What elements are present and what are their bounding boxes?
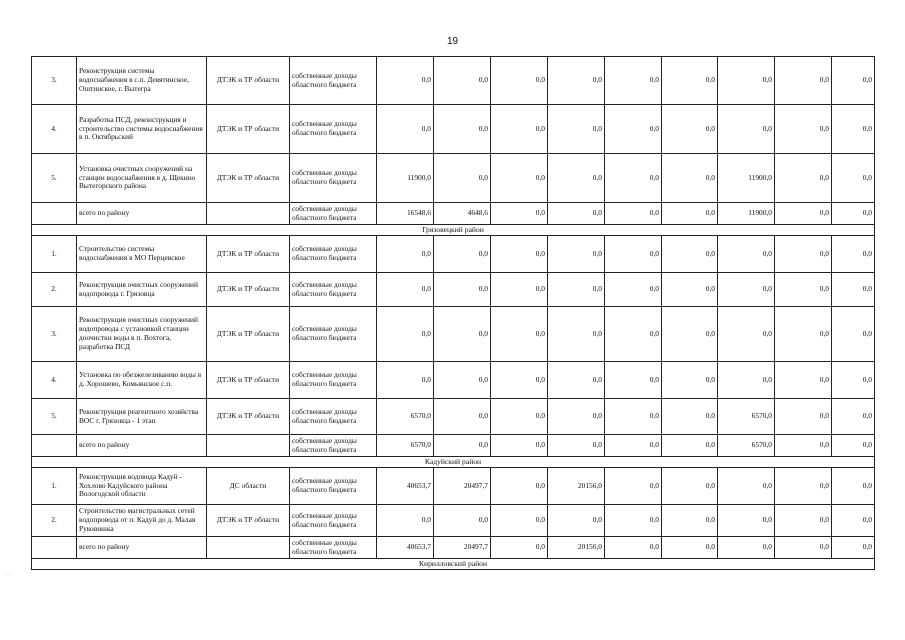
amount-cell: 0,0: [377, 273, 434, 307]
amount-cell: 0,0: [434, 154, 491, 203]
amount-cell: 0,0: [775, 236, 832, 273]
amount-cell: 0,0: [775, 505, 832, 537]
amount-cell: 0,0: [491, 505, 548, 537]
row-number: 5.: [32, 399, 77, 435]
funding-source: собственные доходы областного бюджета: [290, 105, 377, 154]
amount-cell: 0,0: [434, 435, 491, 457]
district-title: Кадуйский район: [32, 457, 875, 468]
amount-cell: 0,0: [434, 362, 491, 399]
row-number: 4.: [32, 362, 77, 399]
amount-cell: 0,0: [605, 399, 662, 435]
amount-cell: 0,0: [434, 105, 491, 154]
amount-cell: 0,0: [434, 236, 491, 273]
row-number: 1.: [32, 236, 77, 273]
amount-cell: 0,0: [832, 203, 875, 225]
project-name: Реконструкция очистных сооружений водопровода г. Грязовца: [77, 273, 207, 307]
project-name: Реконструкция системы водоснабжения в с.п. Девятинское, Оштинское, г. Вытегра: [77, 57, 207, 105]
funding-source: собственные доходы областного бюджета: [290, 203, 377, 225]
amount-cell: 0,0: [491, 57, 548, 105]
amount-cell: 0,0: [662, 537, 718, 559]
amount-cell: 0,0: [832, 105, 875, 154]
page-number: 19: [446, 36, 459, 47]
funding-source: собственные доходы областного бюджета: [290, 273, 377, 307]
amount-cell: 0,0: [491, 468, 548, 505]
amount-cell: 0,0: [718, 505, 775, 537]
project-name: Установка по обезжелезиванию воды в д. Хорошево, Комьянское с.п.: [77, 362, 207, 399]
amount-cell: 6570,0: [377, 399, 434, 435]
amount-cell: 0,0: [491, 105, 548, 154]
project-name: Строительство системы водоснабжения в МО Перцевское: [77, 236, 207, 273]
amount-cell: 0,0: [662, 273, 718, 307]
amount-cell: 0,0: [491, 203, 548, 225]
amount-cell: 0,0: [548, 203, 605, 225]
district-total-row: [32, 537, 875, 559]
funding-source: собственные доходы областного бюджета: [290, 505, 377, 537]
amount-cell: 0,0: [605, 362, 662, 399]
table-row: [32, 505, 875, 537]
amount-cell: 0,0: [548, 236, 605, 273]
responsible-org: ДТЭК и ТР области: [207, 362, 290, 399]
amount-cell: 0,0: [605, 537, 662, 559]
amount-cell: 0,0: [832, 537, 875, 559]
funding-source: собственные доходы областного бюджета: [290, 362, 377, 399]
amount-cell: 0,0: [718, 105, 775, 154]
amount-cell: 0,0: [548, 399, 605, 435]
amount-cell: 0,0: [662, 468, 718, 505]
project-name: Реконструкция реагентного хозяйства ВОС г. Грязовца - 1 этап: [77, 399, 207, 435]
row-number: 3.: [32, 57, 77, 105]
amount-cell: 0,0: [605, 57, 662, 105]
amount-cell: 0,0: [775, 399, 832, 435]
amount-cell: 0,0: [718, 236, 775, 273]
amount-cell: 11900,0: [377, 154, 434, 203]
responsible-org: ДТЭК и ТР области: [207, 273, 290, 307]
amount-cell: 0,0: [605, 505, 662, 537]
amount-cell: 0,0: [605, 435, 662, 457]
amount-cell: 0,0: [662, 203, 718, 225]
amount-cell: 20497,7: [434, 537, 491, 559]
table-row: [32, 468, 875, 505]
table-row: [32, 273, 875, 307]
row-number: [32, 537, 77, 559]
amount-cell: 6570,0: [718, 399, 775, 435]
amount-cell: 0,0: [548, 57, 605, 105]
amount-cell: 0,0: [377, 362, 434, 399]
amount-cell: 0,0: [491, 537, 548, 559]
row-number: 2.: [32, 273, 77, 307]
funding-source: собственные доходы областного бюджета: [290, 57, 377, 105]
amount-cell: 0,0: [605, 154, 662, 203]
project-name: всего по району: [77, 435, 207, 457]
amount-cell: 0,0: [662, 505, 718, 537]
amount-cell: 0,0: [548, 362, 605, 399]
amount-cell: 20156,0: [548, 468, 605, 505]
responsible-org: ДС области: [207, 468, 290, 505]
amount-cell: 0,0: [775, 105, 832, 154]
amount-cell: 0,0: [662, 105, 718, 154]
amount-cell: 0,0: [434, 505, 491, 537]
district-title: Грязовецкий район: [32, 225, 875, 236]
responsible-org: [207, 537, 290, 559]
amount-cell: 0,0: [548, 273, 605, 307]
district-total-row: [32, 203, 875, 225]
project-name: Реконструкция водовода Кадуй - Хохлово Кадуйского района Вологодской области: [77, 468, 207, 505]
row-number: [32, 435, 77, 457]
amount-cell: 0,0: [662, 236, 718, 273]
amount-cell: 0,0: [491, 273, 548, 307]
amount-cell: 0,0: [662, 362, 718, 399]
project-name: Реконструкция очистных сооружений водопровода с установкой станции доочистки воды в п. Вохтога, разработка ПСД: [77, 307, 207, 362]
amount-cell: 0,0: [832, 154, 875, 203]
amount-cell: 0,0: [832, 468, 875, 505]
amount-cell: 0,0: [605, 468, 662, 505]
amount-cell: 0,0: [775, 273, 832, 307]
row-number: [32, 203, 77, 225]
amount-cell: 0,0: [775, 435, 832, 457]
amount-cell: 0,0: [377, 105, 434, 154]
project-name: Разработка ПСД, реконструкция и строительство системы водоснабжения в п. Октябрьский: [77, 105, 207, 154]
amount-cell: 0,0: [775, 57, 832, 105]
amount-cell: 0,0: [662, 435, 718, 457]
responsible-org: [207, 435, 290, 457]
amount-cell: 0,0: [662, 154, 718, 203]
amount-cell: 0,0: [718, 468, 775, 505]
amount-cell: 0,0: [775, 362, 832, 399]
funding-source: собственные доходы областного бюджета: [290, 399, 377, 435]
amount-cell: 0,0: [605, 273, 662, 307]
amount-cell: 4648,6: [434, 203, 491, 225]
table-row: [32, 105, 875, 154]
funding-source: собственные доходы областного бюджета: [290, 537, 377, 559]
row-number: 2.: [32, 505, 77, 537]
amount-cell: 6570,0: [377, 435, 434, 457]
responsible-org: [207, 203, 290, 225]
amount-cell: 40653,7: [377, 468, 434, 505]
table-row: [32, 154, 875, 203]
amount-cell: 0,0: [548, 307, 605, 362]
table-body: [32, 57, 875, 570]
amount-cell: 11900,0: [718, 203, 775, 225]
amount-cell: 0,0: [775, 468, 832, 505]
amount-cell: 0,0: [605, 236, 662, 273]
row-number: 1.: [32, 468, 77, 505]
amount-cell: 6570,0: [718, 435, 775, 457]
amount-cell: 0,0: [718, 273, 775, 307]
amount-cell: 0,0: [548, 105, 605, 154]
amount-cell: 0,0: [548, 505, 605, 537]
amount-cell: 0,0: [832, 435, 875, 457]
row-number: 3.: [32, 307, 77, 362]
amount-cell: 0,0: [434, 57, 491, 105]
amount-cell: 40653,7: [377, 537, 434, 559]
district-header-row: [32, 225, 875, 236]
district-header-row: [32, 457, 875, 468]
amount-cell: 0,0: [434, 273, 491, 307]
amount-cell: 0,0: [718, 307, 775, 362]
amount-cell: 0,0: [491, 362, 548, 399]
amount-cell: 0,0: [434, 307, 491, 362]
amount-cell: 0,0: [718, 537, 775, 559]
amount-cell: 20497,7: [434, 468, 491, 505]
amount-cell: 0,0: [775, 537, 832, 559]
project-name: всего по району: [77, 537, 207, 559]
amount-cell: 0,0: [548, 154, 605, 203]
amount-cell: 0,0: [662, 307, 718, 362]
amount-cell: 0,0: [832, 236, 875, 273]
amount-cell: 0,0: [718, 362, 775, 399]
amount-cell: 0,0: [605, 105, 662, 154]
amount-cell: 0,0: [377, 236, 434, 273]
amount-cell: 0,0: [662, 57, 718, 105]
funding-source: собственные доходы областного бюджета: [290, 307, 377, 362]
amount-cell: 16548,6: [377, 203, 434, 225]
stray-mark: ·: [7, 573, 9, 579]
amount-cell: 0,0: [775, 154, 832, 203]
responsible-org: ДТЭК и ТР области: [207, 505, 290, 537]
amount-cell: 0,0: [377, 505, 434, 537]
row-number: 4.: [32, 105, 77, 154]
funding-source: собственные доходы областного бюджета: [290, 236, 377, 273]
responsible-org: ДТЭК и ТР области: [207, 399, 290, 435]
responsible-org: ДТЭК и ТР области: [207, 105, 290, 154]
amount-cell: 0,0: [832, 273, 875, 307]
amount-cell: 0,0: [718, 57, 775, 105]
amount-cell: 0,0: [832, 505, 875, 537]
responsible-org: ДТЭК и ТР области: [207, 57, 290, 105]
budget-table: [31, 56, 875, 570]
amount-cell: 0,0: [491, 399, 548, 435]
table-row: [32, 57, 875, 105]
responsible-org: ДТЭК и ТР области: [207, 154, 290, 203]
amount-cell: 0,0: [775, 307, 832, 362]
amount-cell: 0,0: [491, 435, 548, 457]
table-row: [32, 362, 875, 399]
amount-cell: 0,0: [775, 203, 832, 225]
amount-cell: 0,0: [377, 57, 434, 105]
amount-cell: 0,0: [377, 307, 434, 362]
district-title: Кирилловский район: [32, 559, 875, 570]
project-name: Строительство магистральных сетей водопровода от п. Кадуй до д. Малая Руковишка: [77, 505, 207, 537]
amount-cell: 20156,0: [548, 537, 605, 559]
amount-cell: 0,0: [605, 203, 662, 225]
table-row: [32, 236, 875, 273]
amount-cell: 0,0: [662, 399, 718, 435]
table-row: [32, 399, 875, 435]
district-header-row: [32, 559, 875, 570]
amount-cell: 0,0: [491, 307, 548, 362]
responsible-org: ДТЭК и ТР области: [207, 236, 290, 273]
amount-cell: 0,0: [832, 399, 875, 435]
amount-cell: 11900,0: [718, 154, 775, 203]
amount-cell: 0,0: [491, 236, 548, 273]
row-number: 5.: [32, 154, 77, 203]
project-name: всего по району: [77, 203, 207, 225]
funding-source: собственные доходы областного бюджета: [290, 468, 377, 505]
amount-cell: 0,0: [832, 307, 875, 362]
district-total-row: [32, 435, 875, 457]
project-name: Установка очистных сооружений на станции водоснабжения в д. Щекино Вытегорского района: [77, 154, 207, 203]
funding-source: собственные доходы областного бюджета: [290, 435, 377, 457]
amount-cell: 0,0: [434, 399, 491, 435]
amount-cell: 0,0: [548, 435, 605, 457]
responsible-org: ДТЭК и ТР области: [207, 307, 290, 362]
amount-cell: 0,0: [605, 307, 662, 362]
amount-cell: 0,0: [832, 57, 875, 105]
amount-cell: 0,0: [832, 362, 875, 399]
table-row: [32, 307, 875, 362]
funding-source: собственные доходы областного бюджета: [290, 154, 377, 203]
amount-cell: 0,0: [491, 154, 548, 203]
